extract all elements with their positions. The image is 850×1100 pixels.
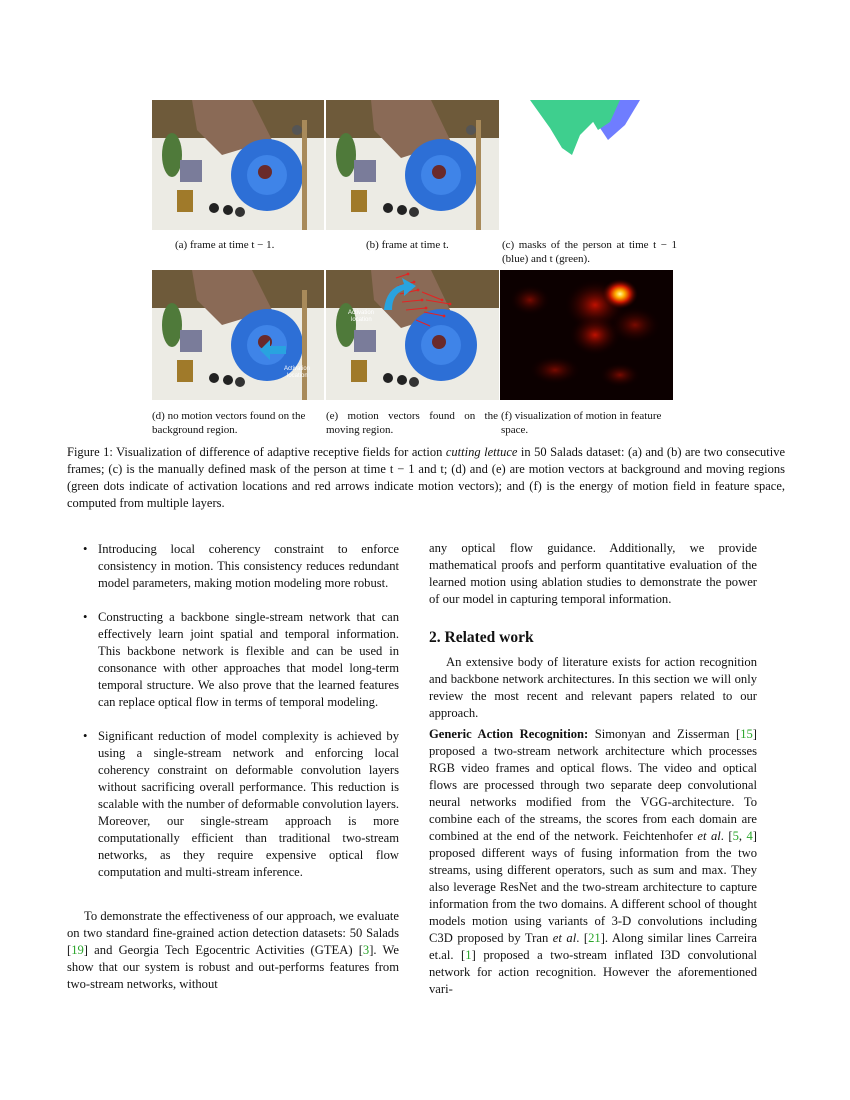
- frame-image-b: [326, 100, 499, 230]
- subcaption-a: (a) frame at time t − 1.: [175, 239, 275, 251]
- figure-caption: Figure 1: Visualization of difference of adaptive receptive fields for action cutting lettuce in 50 Salads dataset: (a) and (b) are two consecutive frames; (c) is the manually defined mask of the person at time t − 1 and t; (d) and (e) are motion vectors at background and moving regions (green dots indicate of activation locations and red arrows indicate motion vectors); and (f) is the energy of motion field in feature space, computed from multiple layers.: [67, 445, 786, 510]
- activation-label-d-line2: location: [287, 373, 308, 379]
- citation-link[interactable]: 21: [588, 931, 601, 945]
- citation-link[interactable]: 15: [740, 727, 753, 741]
- citation-link[interactable]: 3: [362, 943, 370, 957]
- contributions-list: [83, 541, 399, 898]
- subcaption-b: (b) frame at time t.: [366, 239, 449, 251]
- subcaption-d: (d) no motion vectors found on the background region.: [152, 410, 306, 436]
- activation-label-e-line2: location: [351, 317, 372, 323]
- related-work-intro: An extensive body of literature exists for action recognition and backbone network architectures. In this section we will only review the most recent and relevant papers related to our approach.: [429, 655, 757, 720]
- subcaption-e: (e) motion vectors found on the moving region.: [326, 410, 498, 436]
- generic-action-recognition-paragraph: Generic Action Recognition: Simonyan and Zisserman [15] proposed a two-stream network architecture which processes RGB video frames and optical flows. The video and optical flows are processed through two separate deep convolutional neural networks modified from the VGG-architecture. To combine each of the streams, the scores from each domain are combined at the end of the network. Feichtenhofer et al. [5, 4] proposed different ways of fusing information from the two streams, using different operators, such as sum and max. They also leverage ResNet and the two-stream architecture to capture information from the two domains. A different school of thought models motion using variants of 3-D convolutions including C3D proposed by Tran et al. [21]. Along similar lines Carreira et.al. [1] proposed a two-stream inflated I3D convolutional network for action recognition. However the aforementioned vari-: [429, 727, 757, 996]
- frame-image-d: [152, 270, 324, 400]
- contribution-item: • Constructing a backbone single-stream network that can effectively learn joint spatial and temporal information. This backbone network is flexible and can be used in consonance with other approaches that model long-term temporal structure. We also prove that the learned features can replace optical flow in terms of temporal modeling.: [83, 609, 399, 711]
- citation-link[interactable]: 5: [732, 829, 739, 843]
- subcaption-c: (c) masks of the person at time t − 1 (blue) and t (green).: [502, 239, 677, 265]
- continuation-paragraph: any optical flow guidance. Additionally, we provide mathematical proofs and perform quantitative evaluation of the learned motion using ablation studies to demonstrate the power of our model in capturing temporal information.: [429, 541, 757, 606]
- subcaption-f: (f) visualization of motion in feature space.: [501, 410, 662, 436]
- frame-image-a: [152, 100, 324, 230]
- activation-label-d-line1: Activation: [284, 366, 311, 372]
- contribution-item: • Introducing local coherency constraint to enforce consistency in motion. This consistency reduces redundant model parameters, making motion modeling more robust.: [83, 541, 399, 592]
- activation-label-e-line1: Activation: [348, 310, 375, 316]
- citation-link[interactable]: 19: [71, 943, 84, 957]
- citation-link[interactable]: 4: [746, 829, 753, 843]
- motion-energy-heatmap-f: [500, 270, 673, 400]
- section-heading-related-work: 2. Related work: [429, 629, 534, 646]
- right-column: [429, 540, 757, 998]
- contribution-item: • Significant reduction of model complexity is achieved by using a single-stream network and enforcing local coherency constraint on deformable convolution layers without sacrificing overall performance. This reduction is scalable with the number of deformable convolution layers. Moreover, our single-stream approach is more computationally efficient than traditional two-stream networks, as they require expensive optical flow computation and multi-stream inference.: [83, 728, 399, 881]
- mask-image-c: [500, 100, 673, 230]
- citation-link[interactable]: 1: [465, 948, 472, 962]
- intro-closing-paragraph: To demonstrate the effectiveness of our approach, we evaluate on two standard fine-grained action detection datasets: 50 Salads [19] and Georgia Tech Egocentric Activities (GTEA) [3]. We show that our system is robust and out-performs features from two-stream networks, without: [67, 909, 399, 991]
- frame-image-e: [326, 270, 499, 400]
